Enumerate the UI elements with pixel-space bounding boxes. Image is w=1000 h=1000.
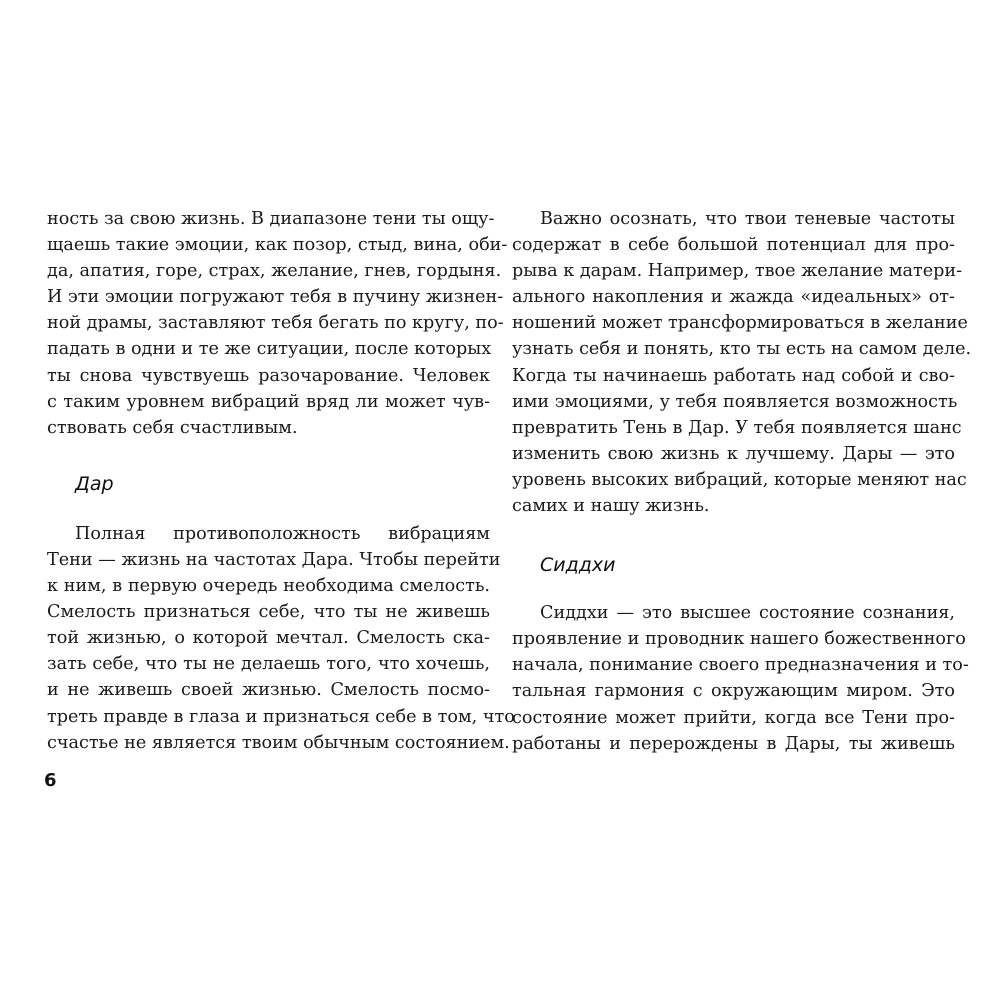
text-line: содержат в себе большой потенциал для про- bbox=[512, 235, 955, 256]
text-line: самих и нашу жизнь. bbox=[512, 496, 710, 517]
section-heading-siddhi: Сиддхи bbox=[540, 554, 616, 577]
text-line: узнать себя и понять, кто ты есть на самом деле. bbox=[512, 339, 972, 360]
text-line: той жизнью, о которой мечтал. Смелость ска- bbox=[47, 628, 490, 649]
text-line: щаешь такие эмоции, как позор, стыд, вина, оби- bbox=[47, 235, 508, 256]
text-line: тальная гармония с окружающим миром. Это bbox=[512, 681, 955, 702]
text-line: Полная противоположность вибрациям bbox=[75, 523, 490, 544]
text-line: ношений может трансформироваться в желание bbox=[512, 313, 968, 334]
page-number: 6 bbox=[44, 770, 57, 791]
text-line: ими эмоциями, у тебя появляется возможность bbox=[512, 391, 958, 412]
text-line: начала, понимание своего предназначения и то- bbox=[512, 655, 969, 676]
text-line: Тени — жизнь на частотах Дара. Чтобы перейти bbox=[47, 549, 501, 570]
text-line: и не живешь своей жизнью. Смелость посмо- bbox=[47, 680, 490, 701]
text-line: Смелость признаться себе, что ты не живешь bbox=[47, 602, 490, 623]
paragraph-shadow-potential bbox=[512, 206, 972, 519]
text-line: состояние может прийти, когда все Тени про- bbox=[512, 707, 955, 728]
text-line: ной драмы, заставляют тебя бегать по кругу, по- bbox=[47, 313, 504, 334]
left-column bbox=[47, 206, 515, 756]
text-line: превратить Тень в Дар. У тебя появляется шанс bbox=[512, 417, 962, 438]
text-line: И эти эмоции погружают тебя в пучину жизнен- bbox=[47, 287, 504, 308]
text-line: уровень высоких вибраций, которые меняют нас bbox=[512, 469, 967, 490]
text-line: к ним, в первую очередь необходима смелость. bbox=[47, 576, 490, 597]
text-line: да, апатия, горе, страх, желание, гнев, гордыня. bbox=[47, 261, 502, 282]
paragraph-dar bbox=[47, 521, 515, 756]
text-line: рыва к дарам. Например, твое желание матери- bbox=[512, 261, 963, 282]
text-line: падать в одни и те же ситуации, после которых bbox=[47, 339, 492, 360]
text-line: треть правде в глаза и признаться себе в том, что bbox=[47, 706, 515, 727]
text-line: зать себе, что ты не делаешь того, что хочешь, bbox=[47, 654, 490, 675]
text-line: изменить свою жизнь к лучшему. Дары — это bbox=[512, 443, 955, 464]
text-line: счастье не является твоим обычным состоянием. bbox=[47, 732, 510, 753]
text-line: проявление и проводник нашего божественного bbox=[512, 629, 966, 650]
text-line: Когда ты начинаешь работать над собой и сво- bbox=[512, 365, 955, 386]
right-column bbox=[512, 206, 972, 757]
paragraph-siddhi bbox=[512, 600, 969, 757]
text-line: работаны и перерождены в Дары, ты живешь bbox=[512, 733, 955, 754]
text-line: ность за свою жизнь. В диапазоне тени ты ощу- bbox=[47, 209, 495, 229]
text-line: Сиддхи — это высшее состояние сознания, bbox=[540, 603, 955, 624]
text-line: ального накопления и жажда «идеальных» от- bbox=[512, 287, 955, 308]
section-heading-dar: Дар bbox=[75, 472, 114, 495]
paragraph-shadow-continuation bbox=[47, 206, 508, 441]
text-line: Важно осознать, что твои теневые частоты bbox=[540, 209, 955, 229]
text-line: ты снова чувствуешь разочарование. Человек bbox=[47, 365, 490, 386]
text-line: ствовать себя счастливым. bbox=[47, 417, 298, 438]
text-line: с таким уровнем вибраций вряд ли может чув- bbox=[47, 391, 490, 412]
